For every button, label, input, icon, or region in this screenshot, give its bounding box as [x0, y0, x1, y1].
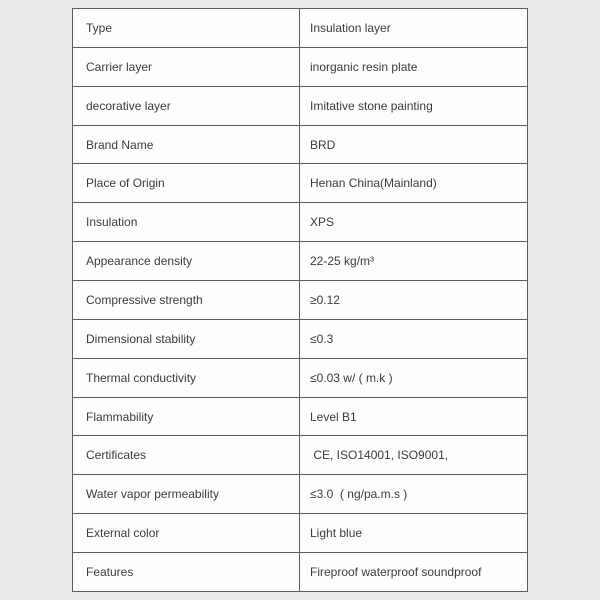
spec-value: ≤3.0 ( ng/pa.m.s )	[310, 487, 408, 502]
product-spec-table	[72, 8, 528, 592]
spec-label: Type	[73, 9, 300, 47]
spec-label: decorative layer	[73, 87, 300, 125]
spec-value: Level B1	[310, 409, 357, 424]
table-row	[73, 398, 527, 437]
spec-label: Appearance density	[73, 242, 300, 280]
spec-value: Henan China(Mainland)	[310, 176, 437, 191]
spec-label: Insulation	[73, 203, 300, 241]
table-row	[73, 9, 527, 48]
table-row	[73, 242, 527, 281]
table-row	[73, 48, 527, 87]
spec-value: ≥0.12	[310, 292, 340, 307]
table-row	[73, 126, 527, 165]
spec-value: Imitative stone painting	[310, 98, 433, 113]
table-row	[73, 320, 527, 359]
spec-label: Thermal conductivity	[73, 359, 300, 397]
spec-label: Flammability	[73, 398, 300, 436]
table-row	[73, 203, 527, 242]
spec-label: Dimensional stability	[73, 320, 300, 358]
table-row	[73, 87, 527, 126]
table-row	[73, 436, 527, 475]
spec-value: Light blue	[310, 526, 363, 541]
spec-value: Fireproof waterproof soundproof	[310, 564, 482, 579]
table-row	[73, 281, 527, 320]
spec-value: 22-25 kg/m³	[310, 254, 375, 269]
spec-label: External color	[73, 514, 300, 552]
spec-value: XPS	[310, 215, 335, 230]
spec-label: Compressive strength	[73, 281, 300, 319]
spec-label: Brand Name	[73, 126, 300, 164]
spec-value: BRD	[310, 137, 336, 152]
table-row	[73, 164, 527, 203]
spec-value: ≤0.03 w/ ( m.k )	[310, 370, 393, 385]
table-row	[73, 359, 527, 398]
spec-value: inorganic resin plate	[310, 59, 418, 74]
table-row	[73, 553, 527, 591]
table-row	[73, 514, 527, 553]
spec-value: CE, ISO14001, ISO9001,	[310, 448, 449, 463]
spec-label: Features	[73, 553, 300, 591]
spec-label: Carrier layer	[73, 48, 300, 86]
spec-label: Place of Origin	[73, 164, 300, 202]
spec-label: Certificates	[73, 436, 300, 474]
spec-value: Insulation layer	[310, 20, 391, 35]
spec-label: Water vapor permeability	[73, 475, 300, 513]
table-row	[73, 475, 527, 514]
spec-value: ≤0.3	[310, 331, 334, 346]
